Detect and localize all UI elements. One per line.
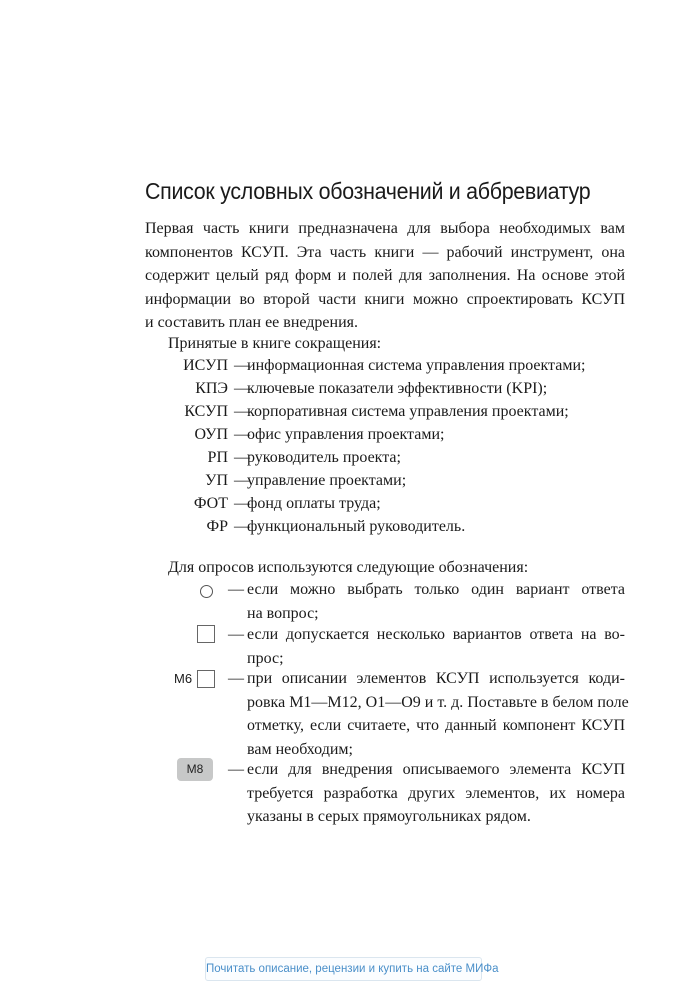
legend-line: если можно выбрать только один вариант ответа [247, 581, 625, 598]
paragraph-line: Первая часть книги предназначена для выбора необходимых вам [145, 220, 625, 237]
gray-box-icon: М8 [177, 758, 213, 781]
abbreviation-row [0, 446, 690, 469]
abbreviation-definition: офис управления проектами; [247, 426, 445, 443]
abbreviation-definition: руководитель проекта; [247, 449, 401, 466]
dash: — [234, 426, 250, 443]
abbreviation-definition: информационная система управления проектами; [247, 357, 586, 374]
abbreviation-definition: фонд оплаты труда; [247, 495, 381, 512]
abbreviation-row [0, 400, 690, 423]
paragraph-line: содержит целый ряд форм и полей для заполнения. На основе этой [145, 267, 625, 284]
abbreviation-row [0, 469, 690, 492]
dash: — [234, 449, 250, 466]
dash: — [234, 357, 250, 374]
intro-paragraph [145, 217, 625, 335]
checkbox-square-icon [197, 670, 215, 688]
abbreviation-term: ФР [206, 518, 228, 535]
dash: — [234, 495, 250, 512]
paragraph-line: информации во второй части книги можно спроектировать КСУП [145, 290, 625, 308]
code-label: М6 [174, 671, 193, 686]
dash: — [228, 626, 244, 643]
abbreviation-term: УП [205, 472, 228, 489]
abbreviation-row [0, 354, 690, 377]
legend-text [247, 578, 625, 625]
dash: — [228, 581, 244, 598]
abbreviation-term: ОУП [194, 426, 228, 443]
dash: — [228, 670, 244, 687]
page-title: Список условных обозначений и аббревиатур [145, 178, 591, 204]
legend-line: при описании элементов КСУП используется коди- [247, 670, 625, 687]
abbreviation-term: РП [207, 449, 228, 466]
legend-line: прос; [247, 649, 284, 667]
abbreviation-term: КПЭ [195, 380, 228, 397]
legend-text [247, 667, 629, 761]
abbreviation-term: ИСУП [183, 357, 228, 374]
legend-text [247, 623, 625, 670]
abbreviation-row [0, 377, 690, 400]
legend-line: указаны в серых прямоугольниках рядом. [247, 808, 531, 825]
dash: — [234, 380, 250, 397]
abbreviation-row [0, 423, 690, 446]
legend-line: если допускается несколько вариантов ответа на во- [247, 626, 625, 643]
legend-line: на вопрос; [247, 604, 319, 622]
legend-line: требуется разработка других элементов, их номера [247, 784, 625, 802]
abbreviation-definition: функциональный руководитель. [247, 518, 466, 535]
legend-line: ровка М1—М12, О1—О9 и т. д. Поставьте в белом поле [247, 693, 629, 711]
abbreviation-definition: управление проектами; [247, 472, 407, 489]
abbreviation-row [0, 492, 690, 515]
dash: — [234, 472, 250, 489]
abbreviation-row [0, 515, 690, 538]
radio-circle-icon [200, 585, 213, 598]
paragraph-line: и составить план ее внедрения. [145, 314, 359, 331]
legend-text [247, 758, 625, 829]
legend-line: если для внедрения описываемого элемента КСУП [247, 761, 625, 778]
dash: — [228, 761, 244, 778]
legend-intro: Для опросов используются следующие обозначения: [168, 559, 529, 576]
abbreviation-definition: ключевые показатели эффективности (KPI); [247, 380, 548, 397]
checkbox-square-icon [197, 625, 215, 643]
legend-line: отметку, если считаете, что данный компонент КСУП [247, 717, 625, 734]
legend-line: вам необходим; [247, 740, 353, 758]
dash: — [234, 518, 250, 535]
abbreviation-term: ФОТ [193, 495, 228, 512]
footer-link[interactable]: Почитать описание, рецензии и купить на сайте МИФа [205, 957, 482, 981]
paragraph-line: компонентов КСУП. Эта часть книги — рабочий инструмент, она [145, 243, 625, 261]
dash: — [234, 403, 250, 420]
abbreviation-term: КСУП [184, 403, 228, 420]
abbreviation-definition: корпоративная система управления проектами; [247, 403, 569, 420]
abbreviations-intro: Принятые в книге сокращения: [168, 335, 382, 352]
